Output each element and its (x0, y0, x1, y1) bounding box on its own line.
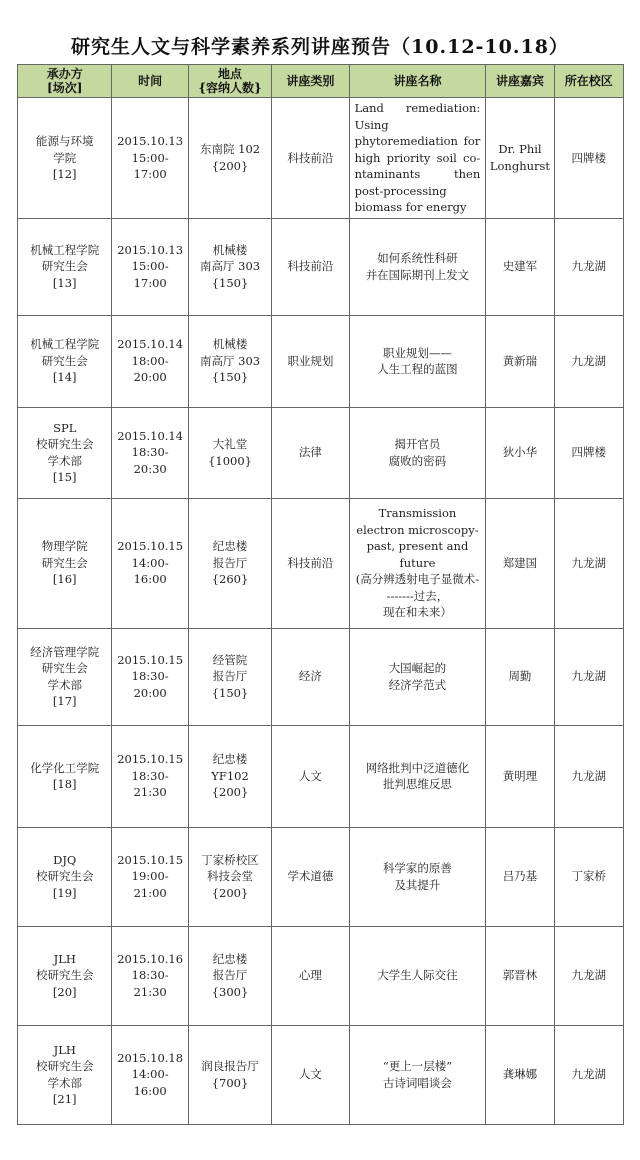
table-header-row (18, 65, 624, 98)
organizer-cell: 能源与环境 学院 [12] (18, 98, 112, 219)
organizer-cell: 机械工程学院 研究生会 [14] (18, 315, 112, 407)
time-cell: 2015.10.15 14:00-16:00 (112, 498, 188, 628)
time-cell: 2015.10.15 18:30-21:30 (112, 725, 188, 827)
organizer-cell: 化学化工学院 [18] (18, 725, 112, 827)
organizer-cell: SPL 校研究生会 学术部 [15] (18, 407, 112, 498)
time-cell: 2015.10.16 18:30-21:30 (112, 926, 188, 1025)
location-cell: 大礼堂 {1000} (188, 407, 271, 498)
category-cell: 人文 (272, 725, 349, 827)
header-speaker: 讲座嘉宾 (486, 65, 554, 98)
category-cell: 科技前沿 (272, 218, 349, 315)
lecture-title-cell: 科学家的原善 及其提升 (349, 827, 486, 926)
campus-cell: 九龙湖 (554, 315, 623, 407)
lecture-schedule-table (17, 64, 624, 1125)
lecture-title-cell: “更上一层楼” 古诗词唱谈会 (349, 1025, 486, 1124)
location-cell: 润良报告厅 {700} (188, 1025, 271, 1124)
speaker-cell: 吕乃基 (486, 827, 554, 926)
header-category: 讲座类别 (272, 65, 349, 98)
category-cell: 法律 (272, 407, 349, 498)
lecture-title-cell: 如何系统性科研 并在国际期刊上发文 (349, 218, 486, 315)
lecture-title-cell: Transmission electron microscopy-past, present and future (高分辨透射电子显微术--------过去， 现在和未来） (349, 498, 486, 628)
category-cell: 人文 (272, 1025, 349, 1124)
campus-cell: 四牌楼 (554, 407, 623, 498)
table-row (18, 407, 624, 498)
speaker-cell: 黄明理 (486, 725, 554, 827)
speaker-cell: 郭晋林 (486, 926, 554, 1025)
table-row (18, 218, 624, 315)
lecture-title-cell: 揭开官员 腐败的密码 (349, 407, 486, 498)
campus-cell: 九龙湖 (554, 926, 623, 1025)
category-cell: 学术道德 (272, 827, 349, 926)
category-cell: 经济 (272, 628, 349, 725)
location-cell: 纪忠楼 YF102 {200} (188, 725, 271, 827)
location-cell: 丁家桥校区 科技会堂 {200} (188, 827, 271, 926)
speaker-cell: 周勤 (486, 628, 554, 725)
location-cell: 机械楼 南高厅 303 {150} (188, 218, 271, 315)
campus-cell: 九龙湖 (554, 498, 623, 628)
time-cell: 2015.10.13 15:00-17:00 (112, 218, 188, 315)
organizer-cell: 物理学院 研究生会 [16] (18, 498, 112, 628)
campus-cell: 九龙湖 (554, 218, 623, 315)
lecture-title-cell: 大国崛起的 经济学范式 (349, 628, 486, 725)
speaker-cell: 龚琳娜 (486, 1025, 554, 1124)
campus-cell: 九龙湖 (554, 1025, 623, 1124)
location-cell: 机械楼 南高厅 303 {150} (188, 315, 271, 407)
organizer-cell: 机械工程学院 研究生会 [13] (18, 218, 112, 315)
page-title: 研究生人文与科学素养系列讲座预告（10.12-10.18） (71, 36, 569, 58)
speaker-cell: 史建军 (486, 218, 554, 315)
category-cell: 科技前沿 (272, 98, 349, 219)
lecture-title-cell: 网络批判中泛道德化 批判思维反思 (349, 725, 486, 827)
lecture-title-cell: 大学生人际交往 (349, 926, 486, 1025)
category-cell: 科技前沿 (272, 498, 349, 628)
lecture-title-cell: 职业规划—— 人生工程的蓝图 (349, 315, 486, 407)
location-cell: 纪忠楼 报告厅 {300} (188, 926, 271, 1025)
category-cell: 心理 (272, 926, 349, 1025)
campus-cell: 九龙湖 (554, 725, 623, 827)
table-row (18, 725, 624, 827)
time-cell: 2015.10.14 18:30-20:30 (112, 407, 188, 498)
lecture-title-cell: Land remediation: Using phytoremediation for high priority soil co-ntaminants then post-processing biomass for energy (349, 98, 486, 219)
table-row (18, 827, 624, 926)
table-row (18, 498, 624, 628)
speaker-cell: Dr. Phil Longhurst (486, 98, 554, 219)
category-cell: 职业规划 (272, 315, 349, 407)
campus-cell: 九龙湖 (554, 628, 623, 725)
table-row (18, 1025, 624, 1124)
speaker-cell: 狄小华 (486, 407, 554, 498)
organizer-cell: JLH 校研究生会 [20] (18, 926, 112, 1025)
organizer-cell: 经济管理学院 研究生会 学术部 [17] (18, 628, 112, 725)
campus-cell: 四牌楼 (554, 98, 623, 219)
time-cell: 2015.10.14 18:00-20:00 (112, 315, 188, 407)
header-location: 地点 {容纳人数} (188, 65, 271, 98)
time-cell: 2015.10.15 18:30-20:00 (112, 628, 188, 725)
table-row (18, 628, 624, 725)
organizer-cell: DJQ 校研究生会 [19] (18, 827, 112, 926)
time-cell: 2015.10.15 19:00-21:00 (112, 827, 188, 926)
speaker-cell: 黄新瑞 (486, 315, 554, 407)
time-cell: 2015.10.18 14:00-16:00 (112, 1025, 188, 1124)
header-campus: 所在校区 (554, 65, 623, 98)
location-cell: 纪忠楼 报告厅 {260} (188, 498, 271, 628)
location-cell: 经管院 报告厅 {150} (188, 628, 271, 725)
location-cell: 东南院 102 {200} (188, 98, 271, 219)
header-time: 时间 (112, 65, 188, 98)
header-organizer: 承办方 [场次] (18, 65, 112, 98)
campus-cell: 丁家桥 (554, 827, 623, 926)
table-row (18, 315, 624, 407)
speaker-cell: 郑建国 (486, 498, 554, 628)
organizer-cell: JLH 校研究生会 学术部 [21] (18, 1025, 112, 1124)
header-lecture: 讲座名称 (349, 65, 486, 98)
table-row (18, 98, 624, 219)
time-cell: 2015.10.13 15:00-17:00 (112, 98, 188, 219)
table-row (18, 926, 624, 1025)
